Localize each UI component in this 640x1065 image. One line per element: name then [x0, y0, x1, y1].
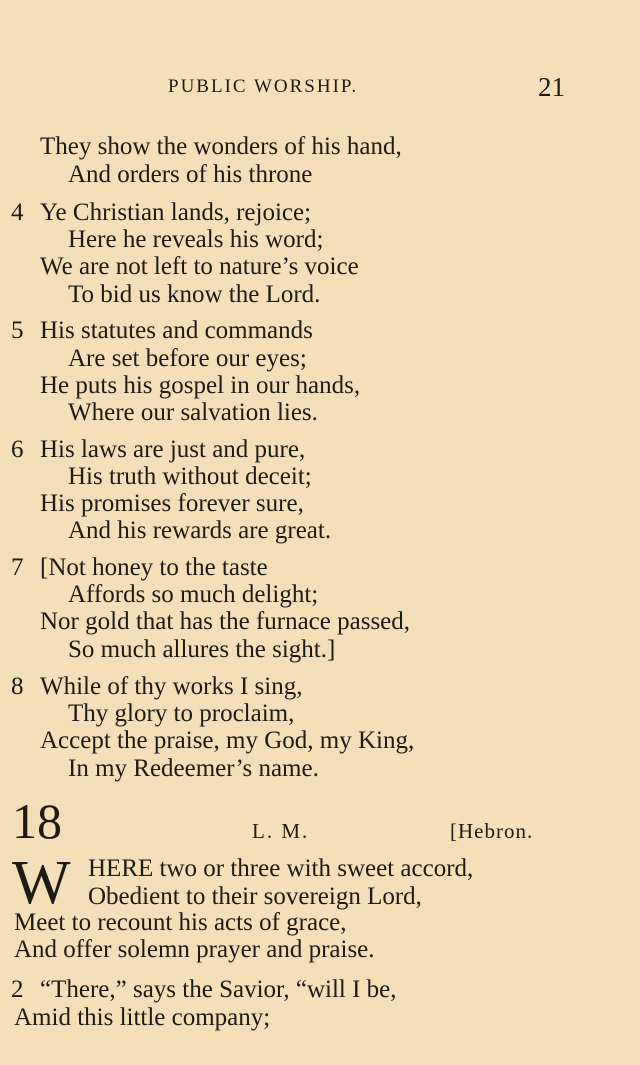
verse-line: We are not left to nature’s voice	[40, 253, 359, 280]
verse-line: He puts his gospel in our hands,	[40, 372, 361, 399]
verse-line: His truth without deceit;	[68, 463, 312, 490]
verse-number: 8	[11, 673, 24, 700]
hymn-line: And offer solemn prayer and praise.	[14, 936, 375, 963]
verse-line: They show the wonders of his hand,	[40, 133, 402, 160]
hymn-number: 18	[12, 793, 62, 849]
verse-line: Nor gold that has the furnace passed,	[40, 608, 411, 635]
verse-line: Here he reveals his word;	[68, 226, 324, 253]
verse-number: 6	[11, 436, 24, 463]
hymn-line: Amid this little company;	[14, 1004, 271, 1031]
hymn-meter: L. M.	[252, 819, 310, 843]
verse-number: 7	[11, 554, 24, 581]
hymn-tune: [Hebron.	[450, 819, 534, 843]
running-title: PUBLIC WORSHIP.	[168, 76, 359, 97]
verse-line: To bid us know the Lord.	[68, 281, 321, 308]
verse-line: [Not honey to the taste	[40, 554, 268, 581]
verse-line: His promises forever sure,	[40, 490, 304, 517]
hymn-line: Obedient to their sovereign Lord,	[88, 883, 422, 910]
verse-number: 4	[11, 199, 24, 226]
verse-line: In my Redeemer’s name.	[68, 755, 319, 782]
hymn-line: “There,” says the Savior, “will I be,	[40, 976, 397, 1003]
verse-line: Thy glory to proclaim,	[68, 700, 295, 727]
verse-line: And his rewards are great.	[68, 517, 332, 544]
verse-number: 2	[11, 976, 24, 1003]
verse-line: And orders of his throne	[68, 161, 313, 188]
verse-line: While of thy works I sing,	[40, 673, 303, 700]
verse-line: Affords so much delight;	[68, 581, 319, 608]
verse-line: Where our salvation lies.	[68, 399, 318, 426]
verse-line: Are set before our eyes;	[68, 345, 307, 372]
hymn-line: Meet to recount his acts of grace,	[14, 909, 347, 936]
verse-line: His statutes and commands	[40, 317, 313, 344]
hymn-line: HERE two or three with sweet accord,	[88, 855, 474, 882]
verse-line: His laws are just and pure,	[40, 436, 306, 463]
drop-cap: W	[12, 849, 71, 917]
verse-line: Ye Christian lands, rejoice;	[40, 199, 312, 226]
page-number: 21	[538, 72, 565, 102]
verse-number: 5	[11, 317, 24, 344]
verse-line: So much allures the sight.]	[68, 636, 336, 663]
page-header	[0, 72, 640, 106]
verse-line: Accept the praise, my God, my King,	[40, 727, 415, 754]
